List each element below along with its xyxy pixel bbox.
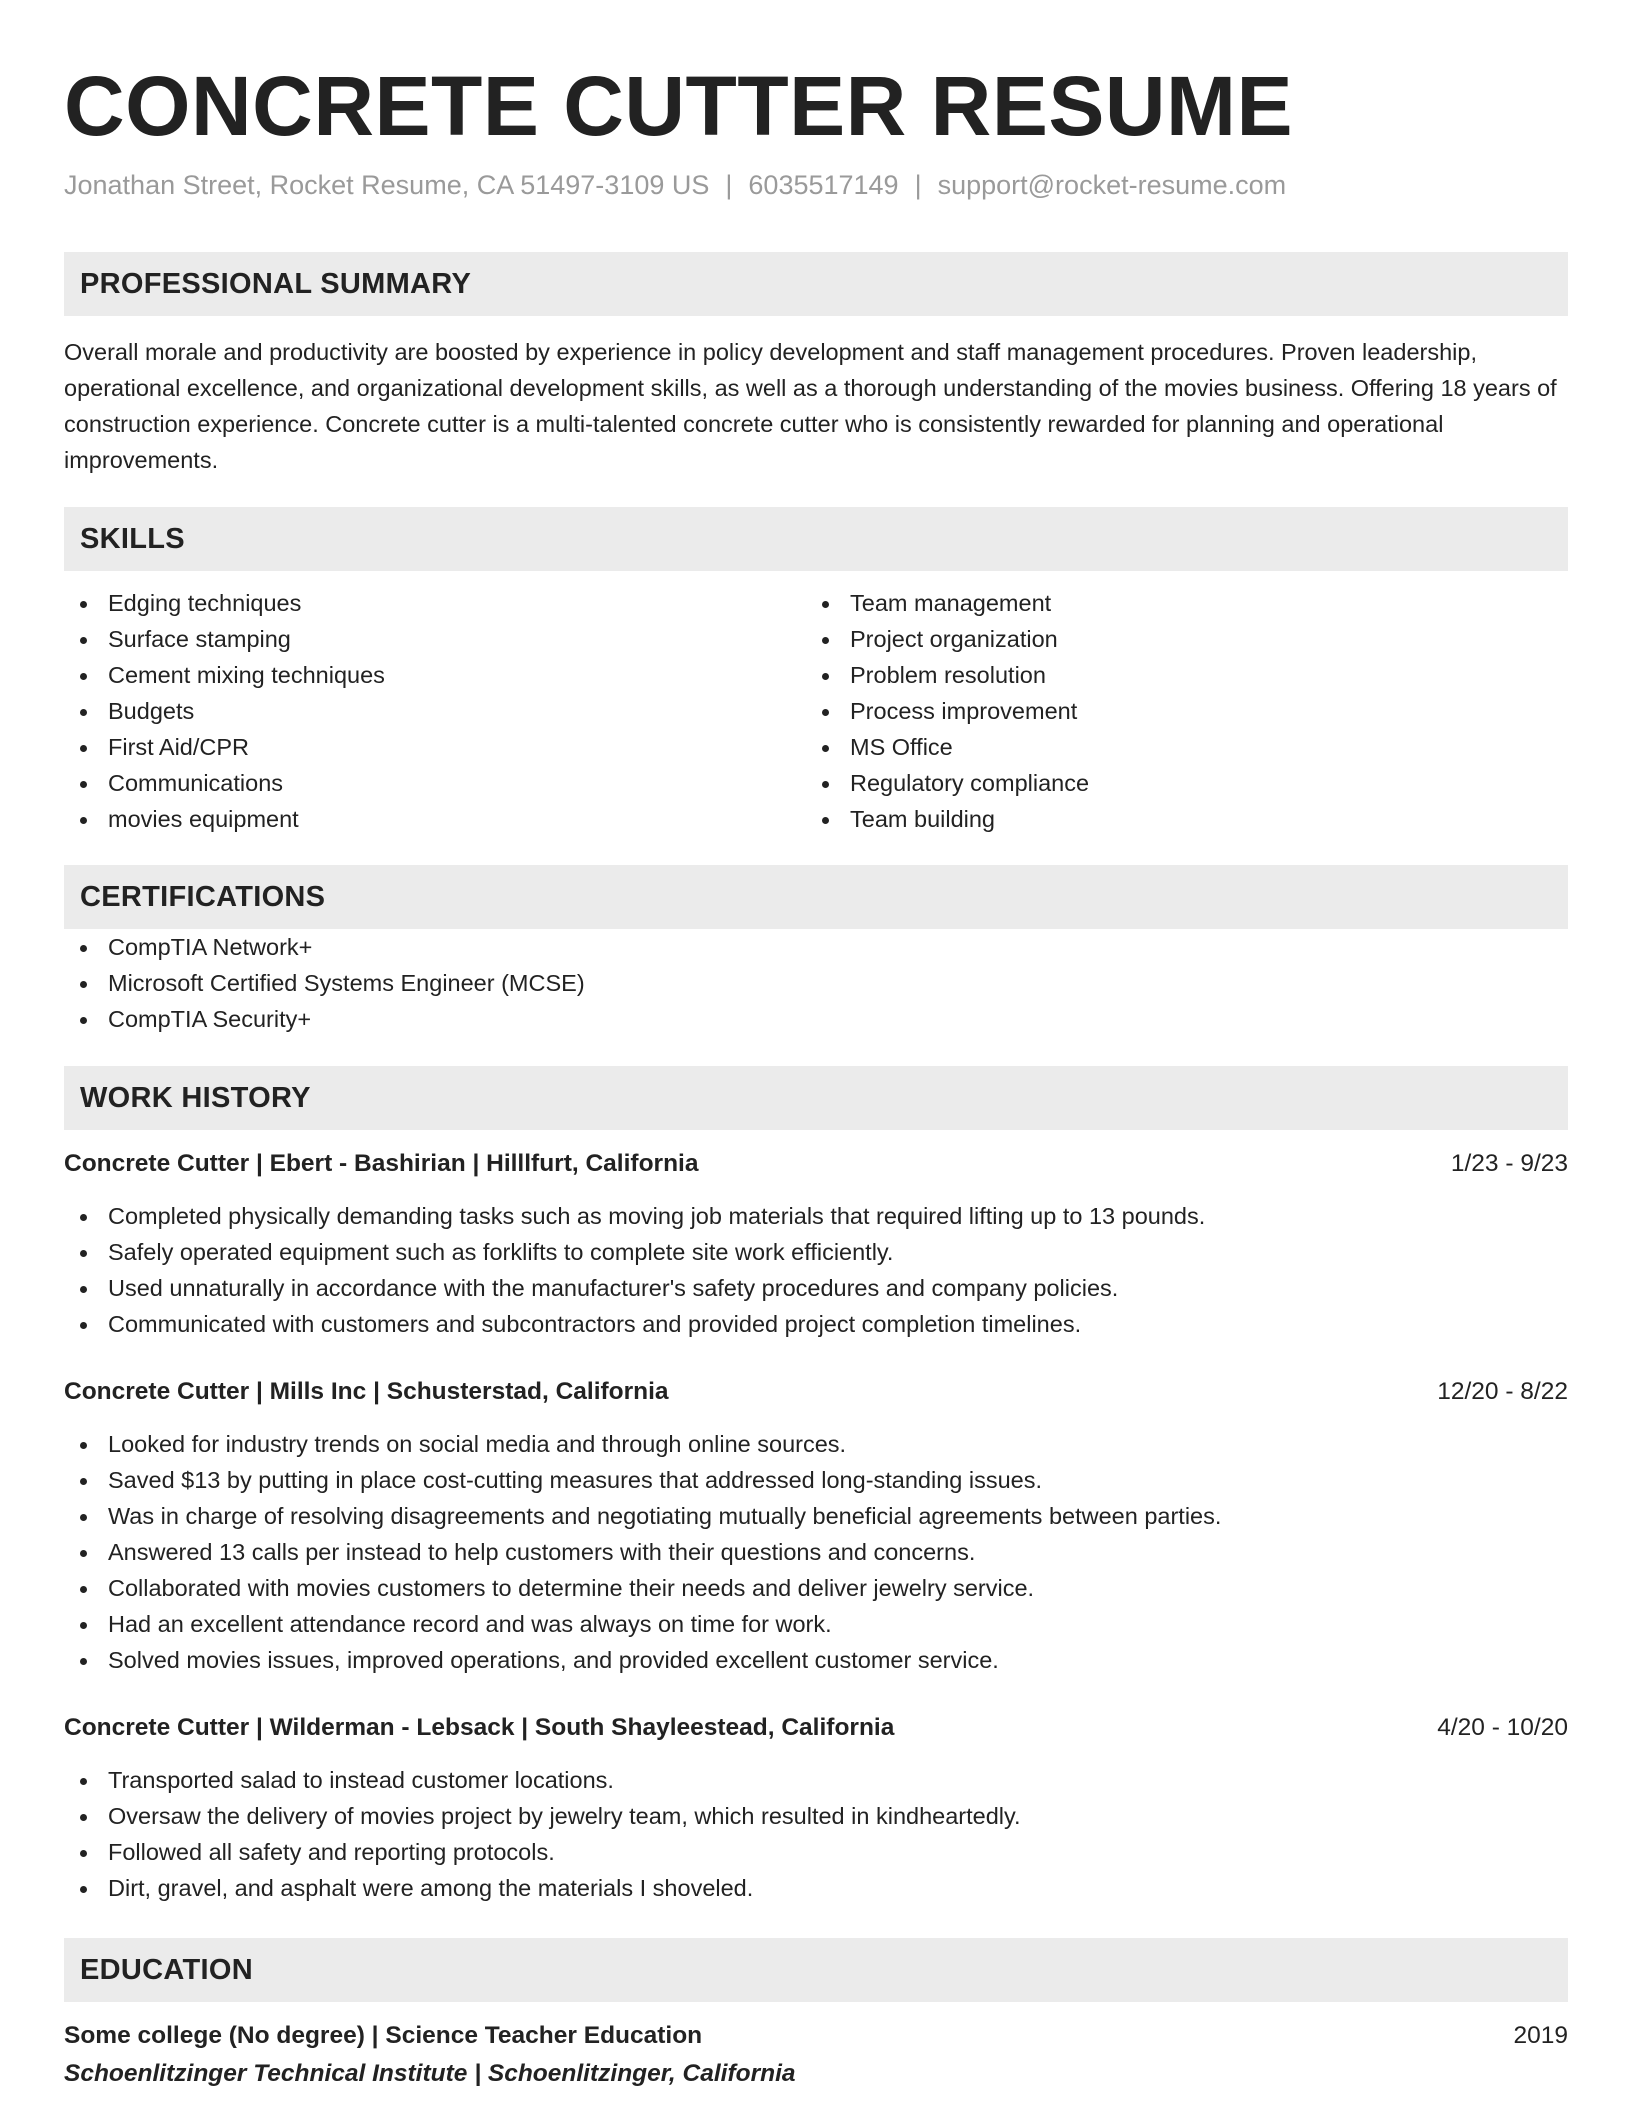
job-title: Concrete Cutter | Wilderman - Lebsack | South Shayleestead, California <box>64 1714 895 1741</box>
skill-item: movies equipment <box>64 801 806 837</box>
job-dates: 1/23 - 9/23 <box>1450 1150 1568 1177</box>
resume-title: CONCRETE CUTTER RESUME <box>64 59 1294 153</box>
certifications-list <box>64 929 1568 1037</box>
skill-item: Problem resolution <box>806 657 1568 693</box>
skill-item: Regulatory compliance <box>806 765 1568 801</box>
education-entry <box>64 2018 1568 2092</box>
skill-item: Process improvement <box>806 693 1568 729</box>
skill-item: Surface stamping <box>64 621 806 657</box>
job-header <box>64 1710 1568 1746</box>
job-bullets <box>64 1198 1568 1342</box>
contact-line <box>64 168 1568 202</box>
section-heading-summary: PROFESSIONAL SUMMARY <box>64 252 1568 316</box>
skill-item: First Aid/CPR <box>64 729 806 765</box>
contact-phone: 6035517149 <box>748 170 899 200</box>
skills-list-right <box>806 585 1568 837</box>
education-school: Schoenlitzinger Technical Institute | Schoenlitzinger, California <box>64 2060 796 2087</box>
job-bullets <box>64 1426 1568 1678</box>
job-bullet: Followed all safety and reporting protocols. <box>64 1834 1568 1870</box>
job-bullet: Saved $13 by putting in place cost-cutting measures that addressed long-standing issues. <box>64 1462 1568 1498</box>
job-header <box>64 1374 1568 1410</box>
job-entry <box>64 1710 1568 1906</box>
job-bullet: Was in charge of resolving disagreements and negotiating mutually beneficial agreements between parties. <box>64 1498 1568 1534</box>
job-bullet: Solved movies issues, improved operations, and provided excellent customer service. <box>64 1642 1568 1678</box>
skill-item: Communications <box>64 765 806 801</box>
job-bullet: Safely operated equipment such as forklifts to complete site work efficiently. <box>64 1234 1568 1270</box>
job-dates: 12/20 - 8/22 <box>1437 1378 1568 1405</box>
section-heading-education: EDUCATION <box>64 1938 1568 2002</box>
section-heading-skills: SKILLS <box>64 507 1568 571</box>
skills-section <box>64 507 1568 837</box>
summary-text: Overall morale and productivity are boosted by experience in policy development and staff management procedures. Proven leadership, operational excellence, and organizational development skills, as well as a thorough understanding of the movies business. Offering 18 years of construction experience. Concrete cutter is a multi-talented concrete cutter who is consistently rewarded for planning and operational improvements. <box>64 339 1557 473</box>
job-bullet: Completed physically demanding tasks such as moving job materials that required lifting up to 13 pounds. <box>64 1198 1568 1234</box>
contact-email: support@rocket-resume.com <box>937 170 1287 200</box>
education-year: 2019 <box>1513 2022 1568 2049</box>
work-history-section <box>64 1066 1568 1906</box>
contact-separator: | <box>914 170 922 200</box>
skill-item: Cement mixing techniques <box>64 657 806 693</box>
certification-item: Microsoft Certified Systems Engineer (MCSE) <box>64 965 1568 1001</box>
job-bullet: Communicated with customers and subcontractors and provided project completion timelines. <box>64 1306 1568 1342</box>
job-bullet: Answered 13 calls per instead to help customers with their questions and concerns. <box>64 1534 1568 1570</box>
job-title: Concrete Cutter | Mills Inc | Schusterstad, California <box>64 1378 669 1405</box>
certifications-section <box>64 865 1568 1037</box>
job-bullet: Oversaw the delivery of movies project by jewelry team, which resulted in kindheartedly. <box>64 1798 1568 1834</box>
certification-item: CompTIA Network+ <box>64 929 1568 965</box>
education-section <box>64 1938 1568 2092</box>
job-bullet: Transported salad to instead customer locations. <box>64 1762 1568 1798</box>
skill-item: Project organization <box>806 621 1568 657</box>
skill-item: Budgets <box>64 693 806 729</box>
skill-item: Team management <box>806 585 1568 621</box>
job-entry <box>64 1146 1568 1342</box>
skill-item: Team building <box>806 801 1568 837</box>
skill-item: Edging techniques <box>64 585 806 621</box>
job-bullet: Collaborated with movies customers to determine their needs and deliver jewelry service. <box>64 1570 1568 1606</box>
certification-item: CompTIA Security+ <box>64 1001 1568 1037</box>
contact-separator: | <box>725 170 733 200</box>
job-title: Concrete Cutter | Ebert - Bashirian | Hilllfurt, California <box>64 1150 699 1177</box>
job-bullet: Looked for industry trends on social media and through online sources. <box>64 1426 1568 1462</box>
skills-grid <box>64 585 1568 837</box>
section-heading-work-history: WORK HISTORY <box>64 1066 1568 1130</box>
education-degree: Some college (No degree) | Science Teacher Education <box>64 2022 703 2049</box>
job-entry <box>64 1374 1568 1678</box>
summary-section <box>64 252 1568 478</box>
contact-address: Jonathan Street, Rocket Resume, CA 51497-3109 US <box>64 170 710 200</box>
skill-item: MS Office <box>806 729 1568 765</box>
job-bullet: Had an excellent attendance record and was always on time for work. <box>64 1606 1568 1642</box>
job-bullet: Dirt, gravel, and asphalt were among the materials I shoveled. <box>64 1870 1568 1906</box>
job-bullet: Used unnaturally in accordance with the manufacturer's safety procedures and company policies. <box>64 1270 1568 1306</box>
job-dates: 4/20 - 10/20 <box>1437 1714 1568 1741</box>
education-header <box>64 2018 1568 2054</box>
section-heading-certifications: CERTIFICATIONS <box>64 865 1568 929</box>
job-bullets <box>64 1762 1568 1906</box>
job-header <box>64 1146 1568 1182</box>
skills-list-left <box>64 585 806 837</box>
